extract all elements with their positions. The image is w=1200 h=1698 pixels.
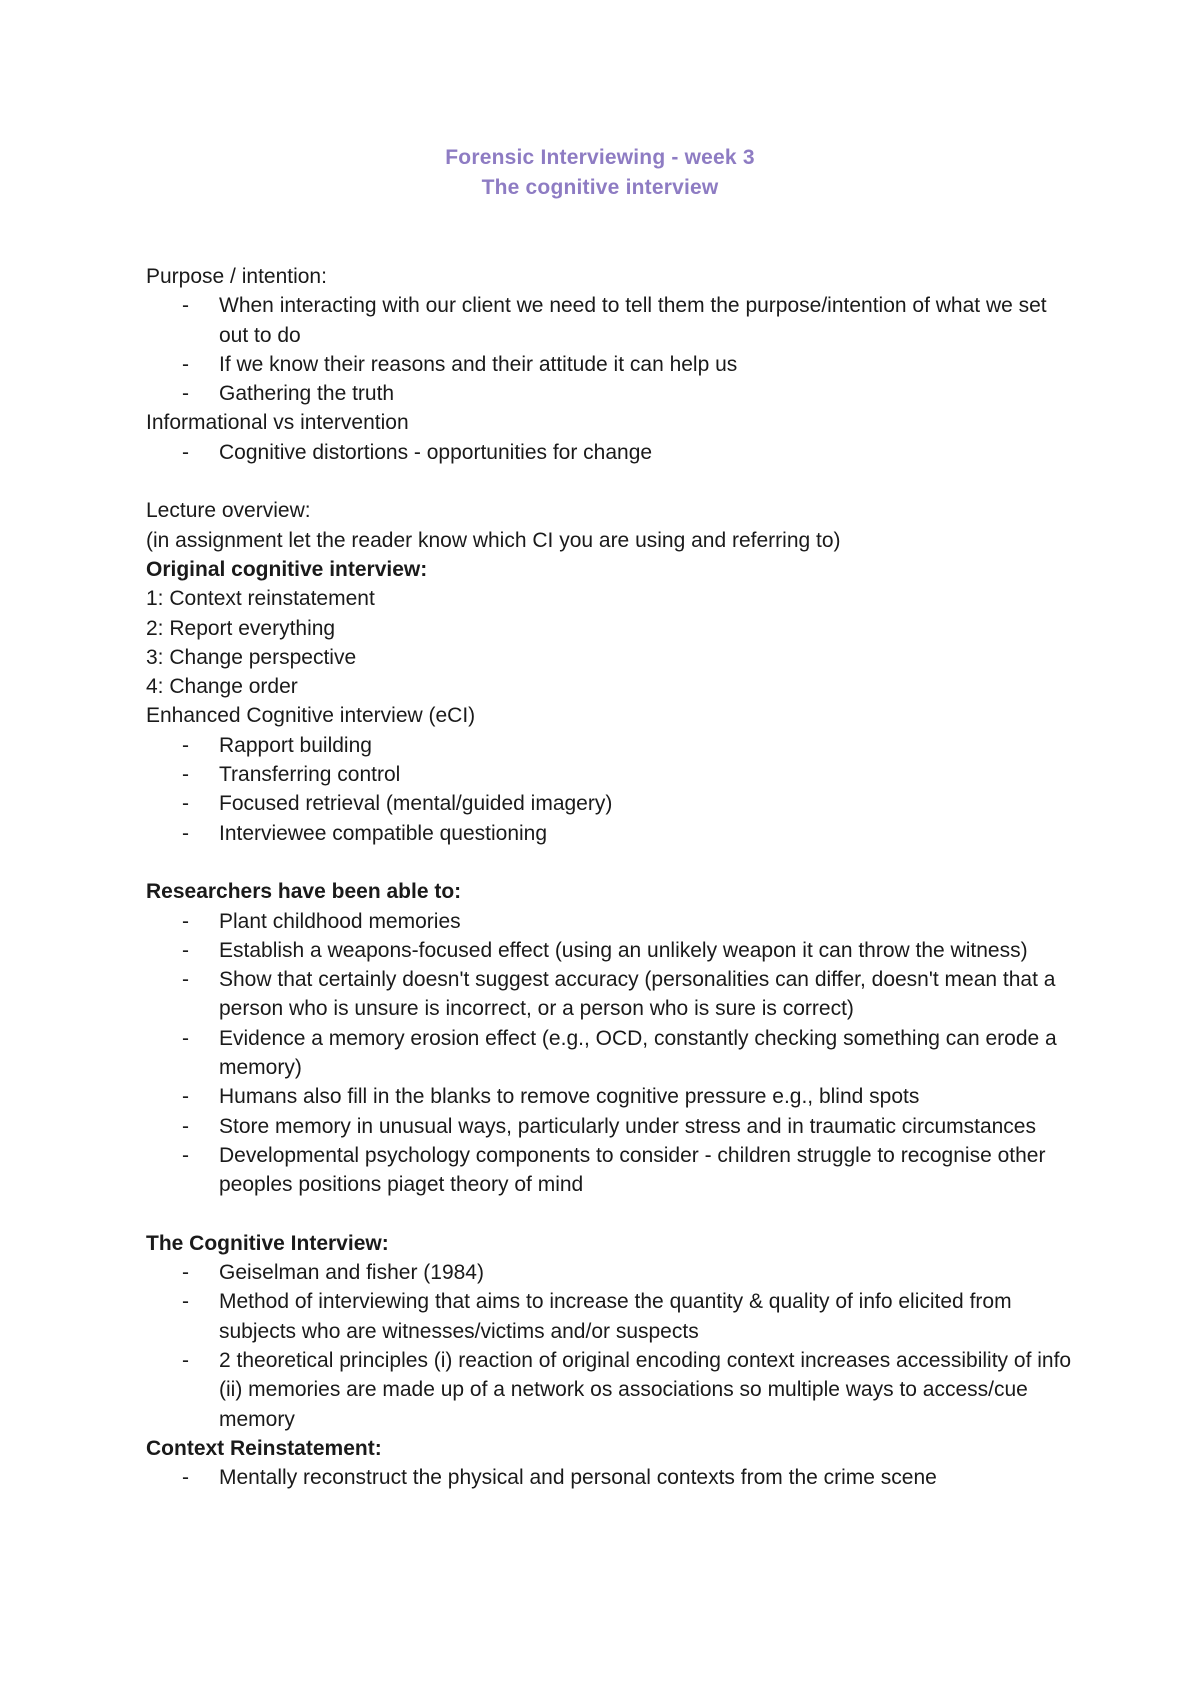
informational-heading: Informational vs intervention — [146, 411, 409, 435]
list-item — [146, 1287, 1076, 1346]
informational-list — [146, 438, 1076, 467]
original-step: 3: Change perspective — [146, 645, 357, 669]
dash-bullet: - — [182, 1348, 189, 1372]
list-item-text: Rapport building — [219, 733, 372, 757]
purpose-heading: Purpose / intention: — [146, 265, 327, 288]
context-reinstatement-list — [146, 1463, 1076, 1492]
dash-bullet: - — [182, 1290, 189, 1314]
list-item — [146, 379, 1076, 408]
list-item-text: Show that certainly doesn't suggest accuracy (personalities can differ, doesn't mean that a person who is unsure is incorrect, or a person who is sure is correct) — [219, 968, 1056, 1021]
list-item — [146, 1141, 1076, 1200]
researchers-heading: Researchers have been able to: — [146, 880, 462, 904]
list-item-text: Geiselman and fisher (1984) — [219, 1261, 484, 1285]
context-reinstatement-heading: Context Reinstatement: — [146, 1436, 382, 1460]
list-item — [146, 1258, 1076, 1287]
dash-bullet: - — [182, 733, 189, 757]
dash-bullet: - — [182, 440, 189, 464]
list-item-text: Establish a weapons-focused effect (using an unlikely weapon it can throw the witness) — [219, 938, 1028, 962]
overview-heading: Lecture overview: — [146, 499, 311, 523]
list-item — [146, 1082, 1076, 1111]
dash-bullet: - — [182, 968, 189, 992]
list-item — [146, 1463, 1076, 1492]
list-item-text: Mentally reconstruct the physical and personal contexts from the crime scene — [219, 1466, 937, 1490]
researchers-list — [146, 907, 1076, 1200]
dash-bullet: - — [182, 909, 189, 933]
list-item-text: When interacting with our client we need to tell them the purpose/intention of what we set out to do — [219, 294, 1047, 347]
title-line-1: Forensic Interviewing - week 3 — [445, 146, 755, 169]
dash-bullet: - — [182, 1261, 189, 1285]
blank-line — [146, 467, 1076, 496]
list-item-text: Focused retrieval (mental/guided imagery) — [219, 792, 613, 816]
overview-note: (in assignment let the reader know which CI you are using and referring to) — [146, 528, 841, 552]
list-item-text: Evidence a memory erosion effect (e.g., OCD, constantly checking something can erode a memory) — [219, 1026, 1057, 1080]
dash-bullet: - — [182, 294, 189, 318]
cognitive-interview-list — [146, 1258, 1076, 1434]
blank-line — [146, 1200, 1076, 1229]
dash-bullet: - — [182, 763, 189, 787]
list-item — [146, 350, 1076, 379]
dash-bullet: - — [182, 938, 189, 962]
list-item — [146, 789, 1076, 818]
list-item-text: Developmental psychology components to consider - children struggle to recognise other peoples positions piaget theory of mind — [219, 1143, 1046, 1197]
list-item-text: Gathering the truth — [219, 382, 395, 406]
list-item — [146, 760, 1076, 789]
list-item-text: Humans also fill in the blanks to remove cognitive pressure e.g., blind spots — [219, 1085, 920, 1109]
dash-bullet: - — [182, 792, 189, 816]
original-step: 2: Report everything — [146, 616, 336, 640]
dash-bullet: - — [182, 821, 189, 845]
list-item-text: Cognitive distortions - opportunities for change — [219, 440, 653, 464]
document-body — [146, 262, 1076, 1492]
dash-bullet: - — [182, 1114, 189, 1138]
blank-line — [146, 848, 1076, 877]
list-item-text: Plant childhood memories — [219, 909, 461, 933]
list-item — [146, 438, 1076, 467]
original-ci-heading: Original cognitive interview: — [146, 557, 428, 581]
cognitive-interview-heading: The Cognitive Interview: — [146, 1231, 389, 1255]
list-item-text: Transferring control — [219, 763, 401, 787]
dash-bullet: - — [182, 352, 189, 376]
original-step: 4: Change order — [146, 675, 298, 699]
dash-bullet: - — [182, 1085, 189, 1109]
list-item — [146, 731, 1076, 760]
list-item — [146, 291, 1076, 350]
enhanced-ci-list — [146, 731, 1076, 848]
list-item-text: 2 theoretical principles (i) reaction of original encoding context increases accessibility of info (ii) memories are made up of a network os associations so multiple ways to access/cue memory — [219, 1348, 1072, 1431]
title-line-2: The cognitive interview — [481, 176, 719, 199]
purpose-list — [146, 291, 1076, 408]
list-item — [146, 819, 1076, 848]
dash-bullet: - — [182, 1466, 189, 1490]
list-item — [146, 907, 1076, 936]
list-item — [146, 1346, 1076, 1434]
list-item — [146, 1024, 1076, 1083]
dash-bullet: - — [182, 1026, 189, 1050]
dash-bullet: - — [182, 1143, 189, 1167]
list-item-text: If we know their reasons and their attitude it can help us — [219, 352, 738, 376]
list-item-text: Method of interviewing that aims to increase the quantity & quality of info elicited from subjects who are witnesses/victims and/or suspects — [219, 1290, 1012, 1343]
list-item — [146, 965, 1076, 1024]
enhanced-ci-heading: Enhanced Cognitive interview (eCI) — [146, 704, 476, 728]
list-item-text: Store memory in unusual ways, particularly under stress and in traumatic circumstances — [219, 1114, 1036, 1138]
list-item — [146, 936, 1076, 965]
dash-bullet: - — [182, 382, 189, 406]
list-item-text: Interviewee compatible questioning — [219, 821, 548, 845]
document-title — [0, 143, 1200, 203]
original-step: 1: Context reinstatement — [146, 587, 375, 611]
list-item — [146, 1112, 1076, 1141]
